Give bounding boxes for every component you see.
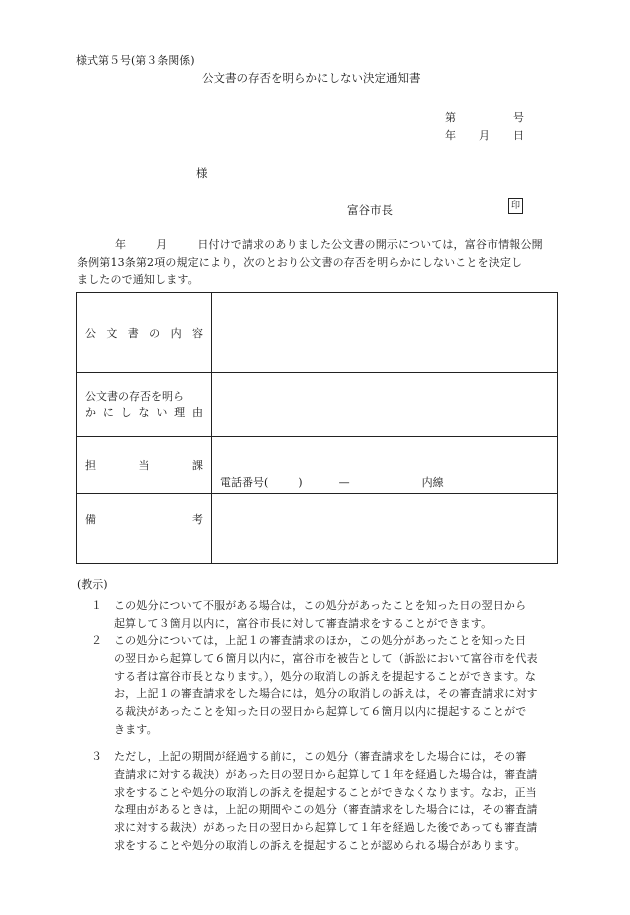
label-reason-line2: か に し な い 理 由	[85, 405, 203, 419]
notice-line: 求をすることや処分の取消しの訴えを提起することが認められる場合があります。	[114, 838, 526, 852]
notice-line: 起算して３箇月以内に，富谷市長に対して審査請求をすることができます。	[114, 616, 493, 630]
intro-month: 月	[156, 238, 168, 251]
info-table	[76, 292, 558, 564]
form-label: 様式第５号(第３条関係)	[76, 54, 195, 67]
notice-line: な理由があるときは，上記の期間やこの処分（審査請求をした場合には，その審査請	[114, 803, 538, 817]
notice-item-number: １	[91, 599, 103, 612]
notice-item-3	[85, 748, 555, 855]
value-document-content[interactable]	[212, 293, 558, 373]
row-remarks	[77, 494, 558, 564]
addressee-honorific: 様	[196, 166, 208, 180]
label-department: 担 当 課	[85, 459, 203, 472]
notice-line: する者は富谷市長となります。），処分の取消しの訴えを提起することができます。な	[114, 669, 537, 683]
notice-line: 求に対する裁決）があった日の翌日から起算して１年を経過した後であっても審査請	[114, 821, 538, 835]
notice-line: この処分について不服がある場合は，この処分があったことを知った日の翌日から	[114, 599, 527, 612]
notice-line: お，上記１の審査請求をした場合には，処分の取消しの訴えは，その審査請求に対す	[114, 687, 538, 701]
doc-number-go: 号	[513, 111, 524, 124]
label-reason-line1: 公文書の存否を明ら	[85, 389, 184, 403]
date-day: 日	[513, 129, 524, 142]
notice-line: きます。	[114, 722, 158, 736]
phone-label: 電話番号(	[220, 476, 269, 489]
intro-paragraph	[77, 236, 557, 289]
intro-text-1: 日付けで請求のありました公文書の開示については，富谷市情報公開	[197, 238, 543, 251]
value-department[interactable]	[212, 437, 558, 494]
intro-year: 年	[115, 238, 127, 251]
phone-line	[212, 474, 557, 493]
intro-text-3: ましたので通知します。	[77, 273, 199, 287]
document-title: 公文書の存否を明らかにしない決定通知書	[202, 71, 421, 85]
notice-heading: (教示)	[77, 578, 108, 591]
label-remarks: 備 考	[85, 512, 203, 526]
notice-line: 査請求に対する裁決）があった日の翌日から起算して１年を経過した場合は，審査請	[114, 767, 538, 781]
row-department	[77, 437, 558, 494]
issuer-name: 富谷市長	[347, 203, 393, 217]
seal-mark: 印	[508, 198, 523, 214]
label-document-content: 公 文 書 の 内 容	[85, 326, 203, 340]
notice-line: る裁決があったことを知った日の翌日から起算して６箇月以内に提起することがで	[114, 705, 527, 719]
phone-dash: —	[338, 476, 350, 489]
notice-item-2	[85, 632, 555, 739]
phone-close: )	[298, 476, 303, 489]
notice-item-number: ３	[91, 750, 103, 763]
intro-text-2: 条例第13条第2項の規定により，次のとおり公文書の存否を明らかにしないことを決定し	[77, 255, 523, 269]
notice-line: 求をすることや処分の取消しの訴えを提起することができなくなります。なお，正当	[114, 785, 537, 799]
notice-line: この処分については，上記１の審査請求のほか，この処分があったことを知った日	[114, 634, 527, 647]
date-year: 年	[445, 129, 456, 142]
row-document-content	[77, 293, 558, 373]
value-remarks[interactable]	[212, 494, 558, 564]
extension-label: 内線	[421, 476, 444, 489]
notice-item-1	[85, 597, 555, 633]
row-reason	[77, 373, 558, 437]
notice-item-number: ２	[91, 634, 103, 647]
value-reason[interactable]	[212, 373, 558, 437]
notice-line: の翌日から起算して６箇月以内に，富谷市を被告として（訴訟において富谷市を代表	[114, 651, 538, 665]
date-month: 月	[479, 129, 490, 142]
doc-number-dai: 第	[445, 111, 456, 124]
notice-line: ただし，上記の期間が経過する前に，この処分（審査請求をした場合には，その審	[114, 750, 527, 763]
